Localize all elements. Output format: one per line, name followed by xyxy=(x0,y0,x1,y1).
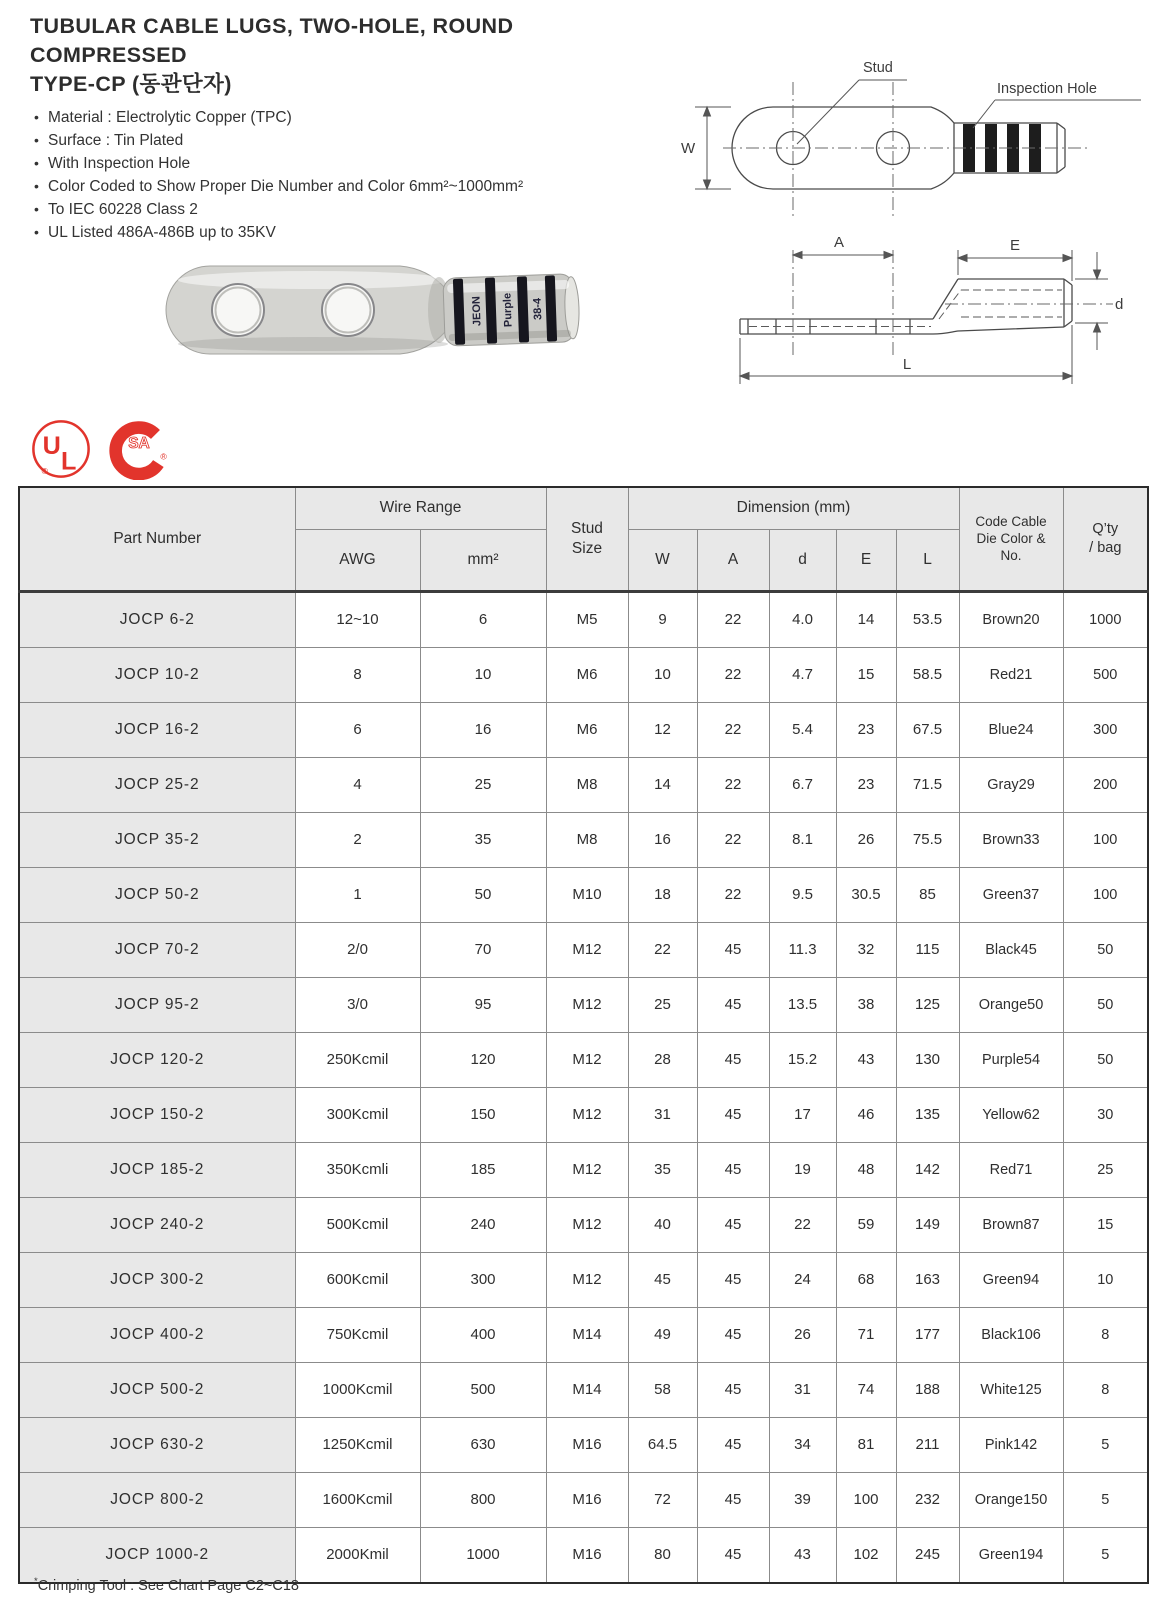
cell-l: 130 xyxy=(896,1032,959,1087)
cell-l: 53.5 xyxy=(896,591,959,647)
cell-stud: M12 xyxy=(546,1197,628,1252)
table-row xyxy=(19,1252,1148,1307)
cell-a: 45 xyxy=(697,1197,769,1252)
cell-code: White125 xyxy=(959,1362,1063,1417)
header-dimension: Dimension (mm) xyxy=(628,487,959,529)
table-row xyxy=(19,1197,1148,1252)
feature-item: • Material : Electrolytic Copper (TPC) xyxy=(32,106,670,129)
cell-e: 102 xyxy=(836,1527,896,1583)
cell-awg: 2/0 xyxy=(295,922,420,977)
cell-l: 188 xyxy=(896,1362,959,1417)
table-row xyxy=(19,757,1148,812)
cell-a: 22 xyxy=(697,702,769,757)
ul-logo xyxy=(30,418,92,480)
cell-e: 43 xyxy=(836,1032,896,1087)
cell-awg: 1 xyxy=(295,867,420,922)
cell-stud: M12 xyxy=(546,1142,628,1197)
cell-stud: M10 xyxy=(546,867,628,922)
cell-l: 163 xyxy=(896,1252,959,1307)
cell-qty: 200 xyxy=(1063,757,1148,812)
cell-w: 14 xyxy=(628,757,697,812)
cell-mm2: 16 xyxy=(420,702,546,757)
cell-stud: M14 xyxy=(546,1362,628,1417)
cell-w: 49 xyxy=(628,1307,697,1362)
csa-letters-sa: SA xyxy=(128,435,150,453)
cell-w: 25 xyxy=(628,977,697,1032)
marking-brand: JEON xyxy=(470,295,484,327)
e-dimension xyxy=(958,250,1072,281)
cell-l: 245 xyxy=(896,1527,959,1583)
header-dim-l: L xyxy=(896,529,959,591)
cell-d: 43 xyxy=(769,1527,836,1583)
cell-l: 135 xyxy=(896,1087,959,1142)
cell-a: 45 xyxy=(697,1472,769,1527)
cell-qty: 50 xyxy=(1063,977,1148,1032)
cell-code: Orange150 xyxy=(959,1472,1063,1527)
cell-stud: M8 xyxy=(546,757,628,812)
cell-code: Orange50 xyxy=(959,977,1063,1032)
cell-e: 26 xyxy=(836,812,896,867)
cell-e: 23 xyxy=(836,757,896,812)
table-row xyxy=(19,702,1148,757)
cell-code: Black45 xyxy=(959,922,1063,977)
cell-code: Blue24 xyxy=(959,702,1063,757)
cell-mm2: 70 xyxy=(420,922,546,977)
cell-part: JOCP 25-2 xyxy=(19,757,295,812)
cell-qty: 8 xyxy=(1063,1307,1148,1362)
cell-w: 28 xyxy=(628,1032,697,1087)
cell-e: 38 xyxy=(836,977,896,1032)
cell-stud: M16 xyxy=(546,1472,628,1527)
cell-w: 45 xyxy=(628,1252,697,1307)
header-code-cable xyxy=(959,487,1063,591)
w-dimension-label: W xyxy=(681,140,696,157)
top-view-drawing xyxy=(645,52,1155,234)
cell-d: 15.2 xyxy=(769,1032,836,1087)
header-dim-e: E xyxy=(836,529,896,591)
cell-mm2: 800 xyxy=(420,1472,546,1527)
spec-table xyxy=(18,486,1149,1584)
cell-mm2: 25 xyxy=(420,757,546,812)
cell-w: 72 xyxy=(628,1472,697,1527)
d-dimension-label: d xyxy=(1115,296,1124,313)
cell-e: 15 xyxy=(836,647,896,702)
cell-mm2: 500 xyxy=(420,1362,546,1417)
header-part-number: Part Number xyxy=(19,487,295,591)
side-view-drawing xyxy=(645,222,1155,404)
cell-mm2: 400 xyxy=(420,1307,546,1362)
cell-w: 31 xyxy=(628,1087,697,1142)
cell-code: Brown33 xyxy=(959,812,1063,867)
photo-hole-2 xyxy=(322,284,374,336)
cell-mm2: 150 xyxy=(420,1087,546,1142)
cell-stud: M12 xyxy=(546,922,628,977)
cell-a: 45 xyxy=(697,977,769,1032)
marking-die: 38-4 xyxy=(531,297,545,321)
cell-awg: 250Kcmil xyxy=(295,1032,420,1087)
cell-d: 4.0 xyxy=(769,591,836,647)
page-title xyxy=(30,12,670,99)
lug-profile xyxy=(740,279,1072,334)
cell-awg: 8 xyxy=(295,647,420,702)
header-dim-w: W xyxy=(628,529,697,591)
cell-l: 125 xyxy=(896,977,959,1032)
cell-awg: 6 xyxy=(295,702,420,757)
cell-qty: 30 xyxy=(1063,1087,1148,1142)
cell-l: 177 xyxy=(896,1307,959,1362)
cell-awg: 2000Kmil xyxy=(295,1527,420,1583)
cell-code: Brown20 xyxy=(959,591,1063,647)
cell-part: JOCP 630-2 xyxy=(19,1417,295,1472)
cell-qty: 5 xyxy=(1063,1472,1148,1527)
cell-w: 58 xyxy=(628,1362,697,1417)
header-code-line2: Die Color & xyxy=(976,531,1046,547)
cell-code: Green94 xyxy=(959,1252,1063,1307)
ul-registered-mark: ® xyxy=(41,466,49,477)
header-code-line1: Code Cable xyxy=(975,514,1047,530)
cell-stud: M16 xyxy=(546,1527,628,1583)
cell-awg: 12~10 xyxy=(295,591,420,647)
inspection-hole-label: Inspection Hole xyxy=(997,81,1097,97)
footnote-text: Crimping Tool : See Chart Page C2~C18 xyxy=(37,1578,299,1594)
cell-w: 35 xyxy=(628,1142,697,1197)
header-qty-bag xyxy=(1063,487,1148,591)
cell-a: 22 xyxy=(697,812,769,867)
cell-awg: 1600Kcmil xyxy=(295,1472,420,1527)
cell-part: JOCP 16-2 xyxy=(19,702,295,757)
cell-a: 45 xyxy=(697,1417,769,1472)
cell-e: 74 xyxy=(836,1362,896,1417)
cell-stud: M5 xyxy=(546,591,628,647)
table-row xyxy=(19,647,1148,702)
cell-mm2: 6 xyxy=(420,591,546,647)
title-block xyxy=(30,12,670,244)
cell-code: Black106 xyxy=(959,1307,1063,1362)
cell-part: JOCP 95-2 xyxy=(19,977,295,1032)
csa-logo xyxy=(108,418,170,480)
cell-e: 100 xyxy=(836,1472,896,1527)
cell-e: 71 xyxy=(836,1307,896,1362)
hidden-lines xyxy=(749,290,1062,327)
cell-a: 45 xyxy=(697,922,769,977)
cell-stud: M8 xyxy=(546,812,628,867)
cell-a: 45 xyxy=(697,1252,769,1307)
header-qty-line1: Q’ty xyxy=(1092,520,1119,537)
cell-mm2: 1000 xyxy=(420,1527,546,1583)
cell-awg: 500Kcmil xyxy=(295,1197,420,1252)
header-code-line3: No. xyxy=(1000,548,1022,564)
cell-e: 46 xyxy=(836,1087,896,1142)
cell-e: 30.5 xyxy=(836,867,896,922)
cell-code: Yellow62 xyxy=(959,1087,1063,1142)
cell-a: 45 xyxy=(697,1087,769,1142)
cell-awg: 600Kcmil xyxy=(295,1252,420,1307)
cell-mm2: 120 xyxy=(420,1032,546,1087)
header-stud-size xyxy=(546,487,628,591)
cell-awg: 4 xyxy=(295,757,420,812)
cell-e: 14 xyxy=(836,591,896,647)
cell-e: 81 xyxy=(836,1417,896,1472)
cell-d: 22 xyxy=(769,1197,836,1252)
centerlines xyxy=(793,250,1113,357)
table-row xyxy=(19,1472,1148,1527)
cell-w: 40 xyxy=(628,1197,697,1252)
cell-qty: 1000 xyxy=(1063,591,1148,647)
cell-d: 11.3 xyxy=(769,922,836,977)
cell-a: 45 xyxy=(697,1142,769,1197)
cell-w: 9 xyxy=(628,591,697,647)
cell-mm2: 10 xyxy=(420,647,546,702)
cell-qty: 300 xyxy=(1063,702,1148,757)
cell-mm2: 50 xyxy=(420,867,546,922)
cell-part: JOCP 120-2 xyxy=(19,1032,295,1087)
cell-part: JOCP 50-2 xyxy=(19,867,295,922)
cell-code: Brown87 xyxy=(959,1197,1063,1252)
ul-letter-u: U xyxy=(42,431,61,460)
cell-l: 75.5 xyxy=(896,812,959,867)
cell-part: JOCP 150-2 xyxy=(19,1087,295,1142)
cell-l: 211 xyxy=(896,1417,959,1472)
marking-color: Purple xyxy=(501,292,515,328)
product-photo xyxy=(148,240,588,380)
table-row xyxy=(19,867,1148,922)
cell-part: JOCP 500-2 xyxy=(19,1362,295,1417)
cell-a: 22 xyxy=(697,591,769,647)
cell-l: 149 xyxy=(896,1197,959,1252)
cell-w: 12 xyxy=(628,702,697,757)
cell-w: 10 xyxy=(628,647,697,702)
cell-part: JOCP 70-2 xyxy=(19,922,295,977)
cell-d: 26 xyxy=(769,1307,836,1362)
cell-stud: M12 xyxy=(546,1087,628,1142)
cell-a: 45 xyxy=(697,1362,769,1417)
cell-d: 9.5 xyxy=(769,867,836,922)
cell-code: Red71 xyxy=(959,1142,1063,1197)
cell-part: JOCP 10-2 xyxy=(19,647,295,702)
cell-qty: 5 xyxy=(1063,1417,1148,1472)
cell-a: 22 xyxy=(697,757,769,812)
spec-table-body xyxy=(19,591,1148,1583)
cell-mm2: 240 xyxy=(420,1197,546,1252)
cell-d: 39 xyxy=(769,1472,836,1527)
cell-a: 45 xyxy=(697,1527,769,1583)
cell-d: 24 xyxy=(769,1252,836,1307)
cell-l: 232 xyxy=(896,1472,959,1527)
a-dimension xyxy=(793,252,893,259)
table-row xyxy=(19,977,1148,1032)
feature-item: • With Inspection Hole xyxy=(32,152,670,175)
lug-barrel xyxy=(443,274,580,347)
cell-mm2: 630 xyxy=(420,1417,546,1472)
title-line1: TUBULAR CABLE LUGS, TWO-HOLE, ROUND COMPRESSED xyxy=(30,14,514,67)
header-qty-line2: / bag xyxy=(1089,539,1122,556)
header-mm2: mm² xyxy=(420,529,546,591)
header-dim-a: A xyxy=(697,529,769,591)
table-row xyxy=(19,1417,1148,1472)
cell-stud: M12 xyxy=(546,1032,628,1087)
table-row xyxy=(19,591,1148,647)
cell-d: 4.7 xyxy=(769,647,836,702)
cell-code: Green37 xyxy=(959,867,1063,922)
cell-awg: 1250Kcmil xyxy=(295,1417,420,1472)
cell-part: JOCP 185-2 xyxy=(19,1142,295,1197)
cell-l: 67.5 xyxy=(896,702,959,757)
cell-qty: 100 xyxy=(1063,867,1148,922)
certification-logos xyxy=(30,418,170,480)
cell-part: JOCP 35-2 xyxy=(19,812,295,867)
cell-awg: 3/0 xyxy=(295,977,420,1032)
cell-code: Purple54 xyxy=(959,1032,1063,1087)
cell-qty: 8 xyxy=(1063,1362,1148,1417)
header-stud-line2: Size xyxy=(571,539,603,557)
cell-qty: 10 xyxy=(1063,1252,1148,1307)
cell-w: 80 xyxy=(628,1527,697,1583)
cell-awg: 750Kcmil xyxy=(295,1307,420,1362)
feature-item: • To IEC 60228 Class 2 xyxy=(32,198,670,221)
cell-qty: 500 xyxy=(1063,647,1148,702)
stud-leader xyxy=(797,80,907,144)
cell-d: 8.1 xyxy=(769,812,836,867)
cell-code: Red21 xyxy=(959,647,1063,702)
cell-part: JOCP 1000-2 xyxy=(19,1527,295,1583)
cell-w: 64.5 xyxy=(628,1417,697,1472)
cell-awg: 1000Kcmil xyxy=(295,1362,420,1417)
cell-awg: 300Kcmil xyxy=(295,1087,420,1142)
cell-part: JOCP 240-2 xyxy=(19,1197,295,1252)
cell-w: 18 xyxy=(628,867,697,922)
table-row xyxy=(19,1362,1148,1417)
header-awg: AWG xyxy=(295,529,420,591)
cell-mm2: 95 xyxy=(420,977,546,1032)
feature-item: • Color Coded to Show Proper Die Number and Color 6mm²~1000mm² xyxy=(32,175,670,198)
cell-awg: 350Kcmli xyxy=(295,1142,420,1197)
cell-stud: M16 xyxy=(546,1417,628,1472)
cell-e: 48 xyxy=(836,1142,896,1197)
a-dimension-label: A xyxy=(833,234,845,251)
cell-d: 5.4 xyxy=(769,702,836,757)
cell-e: 23 xyxy=(836,702,896,757)
cell-l: 71.5 xyxy=(896,757,959,812)
cell-stud: M14 xyxy=(546,1307,628,1362)
feature-item: • UL Listed 486A-486B up to 35KV xyxy=(32,221,670,244)
cell-a: 22 xyxy=(697,867,769,922)
cell-qty: 100 xyxy=(1063,812,1148,867)
cell-l: 115 xyxy=(896,922,959,977)
cell-awg: 2 xyxy=(295,812,420,867)
cell-stud: M6 xyxy=(546,647,628,702)
table-row xyxy=(19,812,1148,867)
cell-l: 58.5 xyxy=(896,647,959,702)
table-row xyxy=(19,1087,1148,1142)
cell-l: 142 xyxy=(896,1142,959,1197)
cell-stud: M6 xyxy=(546,702,628,757)
cell-stud: M12 xyxy=(546,977,628,1032)
cell-mm2: 300 xyxy=(420,1252,546,1307)
l-dimension-label: L xyxy=(902,356,912,373)
header-wire-range: Wire Range xyxy=(295,487,546,529)
csa-registered-mark: ® xyxy=(160,451,167,462)
cell-w: 22 xyxy=(628,922,697,977)
table-row xyxy=(19,1307,1148,1362)
cell-a: 22 xyxy=(697,647,769,702)
cell-stud: M12 xyxy=(546,1252,628,1307)
cell-e: 32 xyxy=(836,922,896,977)
cell-a: 45 xyxy=(697,1032,769,1087)
table-row xyxy=(19,922,1148,977)
cell-d: 6.7 xyxy=(769,757,836,812)
cell-qty: 25 xyxy=(1063,1142,1148,1197)
cell-e: 59 xyxy=(836,1197,896,1252)
e-dimension-label: E xyxy=(1009,237,1021,254)
cell-w: 16 xyxy=(628,812,697,867)
table-row xyxy=(19,1142,1148,1197)
cell-part: JOCP 400-2 xyxy=(19,1307,295,1362)
cell-part: JOCP 6-2 xyxy=(19,591,295,647)
spec-table-header xyxy=(19,487,1148,591)
table-row xyxy=(19,1527,1148,1583)
cell-qty: 50 xyxy=(1063,1032,1148,1087)
cell-l: 85 xyxy=(896,867,959,922)
cell-code: Green194 xyxy=(959,1527,1063,1583)
cell-qty: 5 xyxy=(1063,1527,1148,1583)
cell-qty: 15 xyxy=(1063,1197,1148,1252)
photo-hole-1 xyxy=(212,284,264,336)
header-stud-line1: Stud xyxy=(571,519,603,537)
cell-d: 31 xyxy=(769,1362,836,1417)
cell-part: JOCP 800-2 xyxy=(19,1472,295,1527)
cell-code: Pink142 xyxy=(959,1417,1063,1472)
cell-mm2: 185 xyxy=(420,1142,546,1197)
feature-item: • Surface : Tin Plated xyxy=(32,129,670,152)
cell-qty: 50 xyxy=(1063,922,1148,977)
cell-e: 68 xyxy=(836,1252,896,1307)
cell-part: JOCP 300-2 xyxy=(19,1252,295,1307)
cell-d: 34 xyxy=(769,1417,836,1472)
stud-label: Stud xyxy=(863,60,893,76)
cell-d: 13.5 xyxy=(769,977,836,1032)
cell-mm2: 35 xyxy=(420,812,546,867)
crimping-tool-note xyxy=(34,1576,299,1594)
header-dim-d: d xyxy=(769,529,836,591)
cell-code: Gray29 xyxy=(959,757,1063,812)
d-dimension xyxy=(1075,252,1108,350)
ul-letter-l: L xyxy=(61,447,77,476)
cell-d: 17 xyxy=(769,1087,836,1142)
footnote-asterisk: * xyxy=(34,1576,38,1587)
feature-list xyxy=(32,106,670,244)
title-line2: TYPE-CP (동관단자) xyxy=(30,72,232,96)
table-row xyxy=(19,1032,1148,1087)
cell-d: 19 xyxy=(769,1142,836,1197)
cell-a: 45 xyxy=(697,1307,769,1362)
